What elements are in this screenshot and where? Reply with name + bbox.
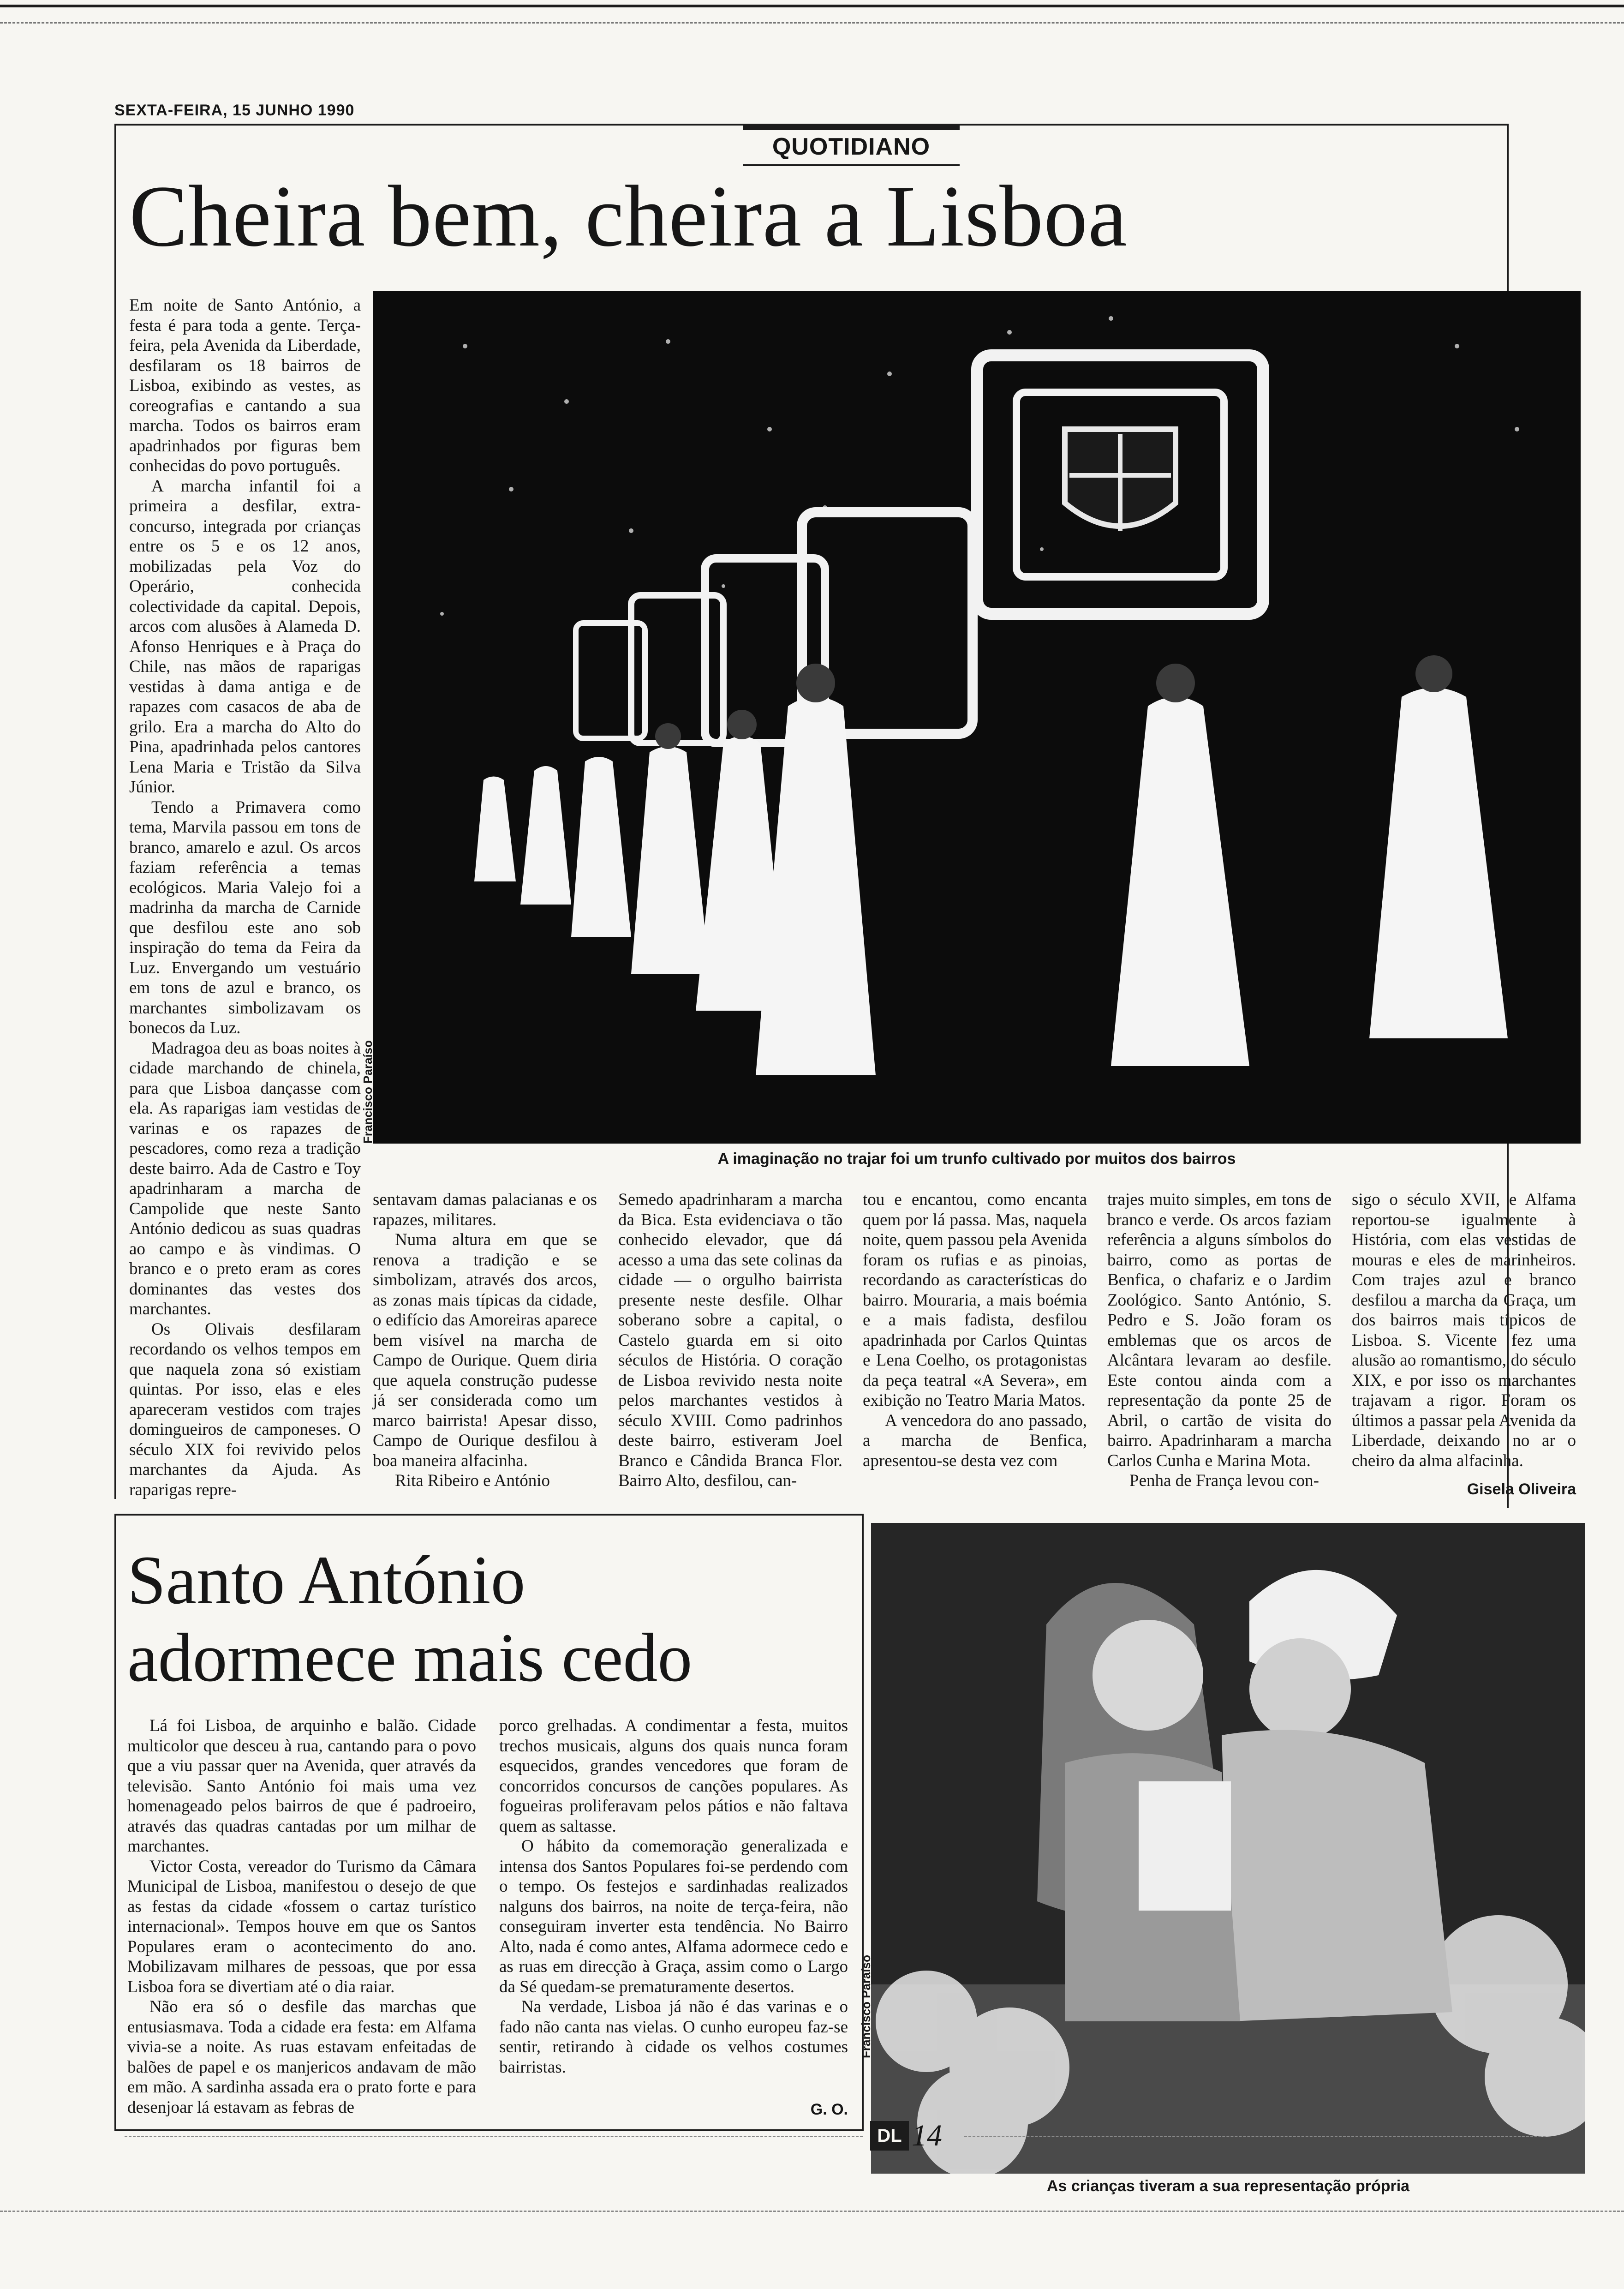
bottom-scan-edge: [0, 2211, 1624, 2212]
paragraph: A vencedora do ano passado, a marcha de Benfica, apresentou-se desta vez com: [863, 1411, 1087, 1470]
footer-dashed-rule: [964, 2136, 1546, 2137]
article-column-6: [1352, 1190, 1576, 1471]
paragraph: Rita Ribeiro e António: [395, 1471, 550, 1490]
article-column-5: [1107, 1190, 1331, 1491]
paragraph: Em noite de Santo António, a festa é para toda a gente. Terça-feira, pela Avenida da Liberdade, desfilaram os 18 bairros de Lisboa, exibindo as vestes, as coreografias e cantando a sua marcha. Todos os bairros eram apadrinhados por figuras bem conhecidas do povo português.: [129, 296, 361, 475]
byline-signature: Gisela Oliveira: [1467, 1480, 1576, 1498]
paragraph: Penha de França levou con-: [1129, 1471, 1319, 1490]
article2-headline-line1: Santo António: [127, 1542, 525, 1618]
paragraph: trajes muito simples, em tons de branco e verde. Os arcos faziam referência a alguns símbolos do bairro, como as portas de Benfica, o chafariz e o Jardim Zoológico. Santo António, S. Pedro e S. João foram os emblemas que os arcos de Alcântara levaram ao desfile. Este contou ainda com a representação da ponte 25 de Abril, o cartão de visita do bairro. Apadrinharam a marcha Carlos Cunha e Marina Mota.: [1107, 1190, 1331, 1470]
article2-headline-line2: adormece mais cedo: [127, 1619, 693, 1696]
photo-credit: Francisco Paraíso: [859, 1955, 873, 2058]
paragraph: tou e encantou, como encanta quem por lá passa. Mas, naquela noite, quem passou pela Avenida foram os rufias e as pinoias, recordando as características do bairro. Mouraria, a mais boémia e a mais fadista, desfilou apadrinhada por Carlos Quintas e Lena Coelho, os protagonistas da peça teatral «A Severa», em exibição no Teatro Maria Matos.: [863, 1190, 1087, 1410]
paragraph: O hábito da comemoração generalizada e intensa dos Santos Populares foi-se perdendo com o tempo. Os festejos e sardinhadas realizados nalguns dos bairros, na noite de terça-feira, não conseguiram inverter esta tendência. No Bairro Alto, nada é como antes, Alfama adormece cedo e as ruas em direcção à Graça, assim como o Largo da Sé quedam-se prematuramente desertos.: [499, 1837, 848, 1996]
children-illustration: [871, 1523, 1585, 2174]
paragraph: Semedo apadrinharam a marcha da Bica. Esta evidenciava o tão conhecido elevador, que dá acesso a uma das sete colinas da cidade — o orgulho bairrista presente neste desfile. Olhar soberano sobre a capital, o Castelo guarda em si oito séculos de História. O coração de Lisboa revivido nesta noite pelos marchantes vestidos à século XVIII. Como padrinhos deste bairro, estiveram Joel Branco e Cândida Branca Flor. Bairro Alto, desfilou, can-: [618, 1190, 842, 1490]
article-column-4: [863, 1190, 1087, 1471]
article2-column-1: [127, 1716, 476, 2117]
paragraph: sigo o século XVII, e Alfama reportou-se igualmente à História, com elas vestidas de mouras e eles de marinheiros. Com trajes azul e branco desfilou a marcha da Graça, um dos bairros mais típicos de Lisboa. S. Vicente fez uma alusão ao romantismo, do século XIX, e por isso os marchantes trajavam a rigor. Foram os últimos a passar pela Avenida da Liberdade, deixando no ar o cheiro da alma alfacinha.: [1352, 1190, 1576, 1470]
paragraph: porco grelhadas. A condimentar a festa, muitos trechos musicais, alguns dos quais nunca foram esquecidos, grandes vencedores que foram de concorridos concursos de canções populares. As fogueiras proliferavam pelos pátios e não faltava quem as saltasse.: [499, 1716, 848, 1836]
section-bar: [743, 124, 960, 130]
paragraph: Na verdade, Lisboa já não é das varinas e o fado não canta nas vielas. O cunho europeu faz-se sentir, retirando à cidade os velhos costumes bairristas.: [499, 1997, 848, 2077]
page-number: 14: [912, 2119, 942, 2152]
top-dashed-edge: [0, 22, 1624, 25]
article2-signature: G. O.: [810, 2101, 848, 2118]
parade-illustration: [373, 291, 1581, 1144]
photo-credit: Francisco Paraíso: [361, 1040, 375, 1144]
paragraph: Lá foi Lisboa, de arquinho e balão. Cidade multicolor que desceu à rua, cantando para o povo que a viu passar quer na Avenida, quer através da televisão. Santo António foi mais uma vez homenageado pelos bairros de que é padroeiro, através das quadras cantadas por um milhar de marchantes.: [127, 1716, 476, 1856]
page-logo: DL: [870, 2121, 909, 2151]
photo-caption: A imaginação no trajar foi um trunfo cultivado por muitos dos bairros: [717, 1150, 1236, 1168]
paragraph: Numa altura em que se renova a tradição e se simbolizam, através dos arcos, as zonas mais típicas da cidade, o edifício das Amoreiras aparece bem visível na marcha de Campo de Ourique. Quem diria que aquela construção pudesse já ser considerada como um marco bairrista! Apesar disso, Campo de Ourique desfilou à boa maneira alfacinha.: [373, 1230, 597, 1470]
paragraph: Tendo a Primavera como tema, Marvila passou em tons de branco, amarelo e azul. Os arcos faziam referência a temas ecológicos. Maria Valejo foi a madrinha da marcha de Carnide que desfilou este ano sob inspiração do tema da Feira da Luz. Envergando um vestuário em tons de azul e branco, os marchantes simbolizavam os bonecos da Luz.: [129, 797, 361, 1037]
paragraph: Não era só o desfile das marchas que entusiasmava. Toda a cidade era festa: em Alfama vivia-se a noite. As ruas estavam enfeitadas de balões de papel e os manjericos andavam de mão em mão. A sardinha assada era o prato forte e para desenjoar lá estavam as febras de: [127, 1997, 476, 2117]
frame-left-rule: [114, 124, 116, 1499]
paragraph: Madragoa deu as boas noites à cidade marchando de chinela, para que Lisboa dançasse com ela. As raparigas iam vestidas de varinas e os rapazes de pescadores, como reza a tradição deste bairro. Ada de Castro e Toy apadrinharam a marcha de Campolide que neste Santo António dedicou as suas quadras ao campo e às vindimas. O branco e o preto eram as cores dominantes das vestes dos marchantes.: [129, 1038, 361, 1318]
dateline: SEXTA-FEIRA, 15 JUNHO 1990: [114, 102, 355, 119]
footer-dashed-rule: [125, 2136, 863, 2137]
section-underline: [743, 164, 960, 166]
paragraph: Os Olivais desfilaram recordando os velhos tempos em que naquela zona só existiam quintas. Por isso, elas e eles apareceram vestidos com trajes domingueiros de camponeses. O século XIX foi revivido pelos marchantes da Ajuda. As raparigas repre-: [129, 1319, 361, 1499]
photo-caption: As crianças tiveram a sua representação própria: [1046, 2177, 1410, 2195]
parade-photo: [373, 291, 1581, 1144]
article2-headline: [127, 1541, 847, 1696]
children-photo: [871, 1523, 1585, 2174]
paragraph: Victor Costa, vereador do Turismo da Câmara Municipal de Lisboa, manifestou o desejo de que as festas da cidade «fossem o cartaz turístico internacional». Tempos houve em que os Santos Populares eram o acontecimento do ano. Mobilizavam milhares de pessoas, que por essa Lisboa fora se divertiam até o dia raiar.: [127, 1857, 476, 1996]
article-column-1: [129, 295, 361, 1500]
top-scan-edge: [0, 5, 1624, 7]
paragraph: sentavam damas palacianas e os rapazes, militares.: [373, 1190, 597, 1229]
section-label: QUOTIDIANO: [772, 133, 931, 160]
article-headline: Cheira bem, cheira a Lisboa: [129, 168, 1128, 265]
article2-column-2: [499, 1716, 848, 2077]
article-column-2: [373, 1190, 597, 1491]
paragraph: A marcha infantil foi a primeira a desfilar, extra-concurso, integrada por crianças entre os 5 e os 12 anos, mobilizadas pela Voz do Operário, conhecida colectividade da capital. Depois, arcos com alusões à Alameda D. Afonso Henriques e à Praça do Chile, nas mãos de raparigas vestidas à dama antiga e de rapazes com casacos de aba de grilo. Era a marcha do Alto do Pina, apadrinhada pelos cantores Lena Maria e Tristão da Silva Júnior.: [129, 476, 361, 797]
article-column-3: [618, 1190, 842, 1491]
